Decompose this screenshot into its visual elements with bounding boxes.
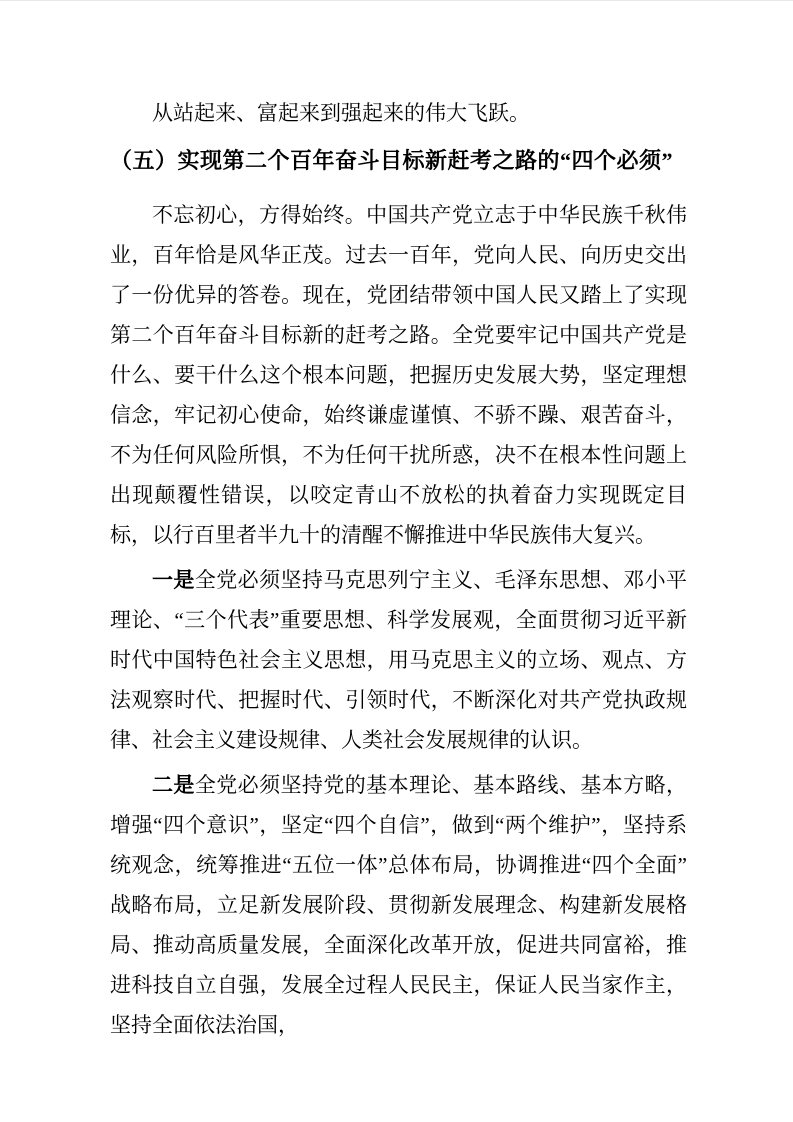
paragraph-intro-text: 不忘初心，方得始终。中国共产党立志于中华民族千秋伟业，百年恰是风华正茂。过去一百年，党向人民、向历史交出了一份优异的答卷。现在，党团结带领中国人民又踏上了实现第二个百年奋斗目标新的赶考之路。全党要牢记中国共产党是什么、要干什么这个根本问题，把握历史发展大势，坚定理想信念，牢记初心使命，始终谦虚谨慎、不骄不躁、艰苦奋斗，不为任何风险所惧，不为任何干扰所惑，决不在根本性问题上出现颠覆性错误，以咬定青山不放松的执着奋力实现既定目标，以行百里者半九十的清醒不懈推进中华民族伟大复兴。 [110, 203, 687, 547]
continuation-paragraph-tail: 从站起来、富起来到强起来的伟大飞跃。 [152, 101, 530, 125]
section-heading: （五）实现第二个百年奋斗目标新赶考之路的“四个必须” [110, 148, 674, 173]
paragraph-point-two-lead: 二是 [152, 773, 195, 797]
paragraph-point-two [110, 765, 687, 1045]
paragraph-point-one-text: 全党必须坚持马克思列宁主义、毛泽东思想、邓小平理论、“三个代表”重要思想、科学发展观，全面贯彻习近平新时代中国特色社会主义思想，用马克思主义的立场、观点、方法观察时代、把握时代、引领时代，不断深化对共产党执政规律、社会主义建设规律、人类社会发展规律的认识。 [110, 568, 688, 752]
paragraph-point-one [110, 560, 687, 760]
paragraph-intro [110, 195, 687, 555]
document-body [110, 93, 687, 1045]
paragraph-point-one-lead: 一是 [152, 568, 195, 592]
paragraph-point-two-text: 全党必须坚持党的基本理论、基本路线、基本方略，增强“四个意识”，坚定“四个自信”，做到“两个维护”，坚持系统观念，统筹推进“五位一体”总体布局，协调推进“四个全面”战略布局，立足新发展阶段、贯彻新发展理念、构建新发展格局、推动高质量发展，全面深化改革开放，促进共同富裕，推进科技自立自强，发展全过程人民民主，保证人民当家作主，坚持全面依法治国， [110, 773, 688, 1037]
